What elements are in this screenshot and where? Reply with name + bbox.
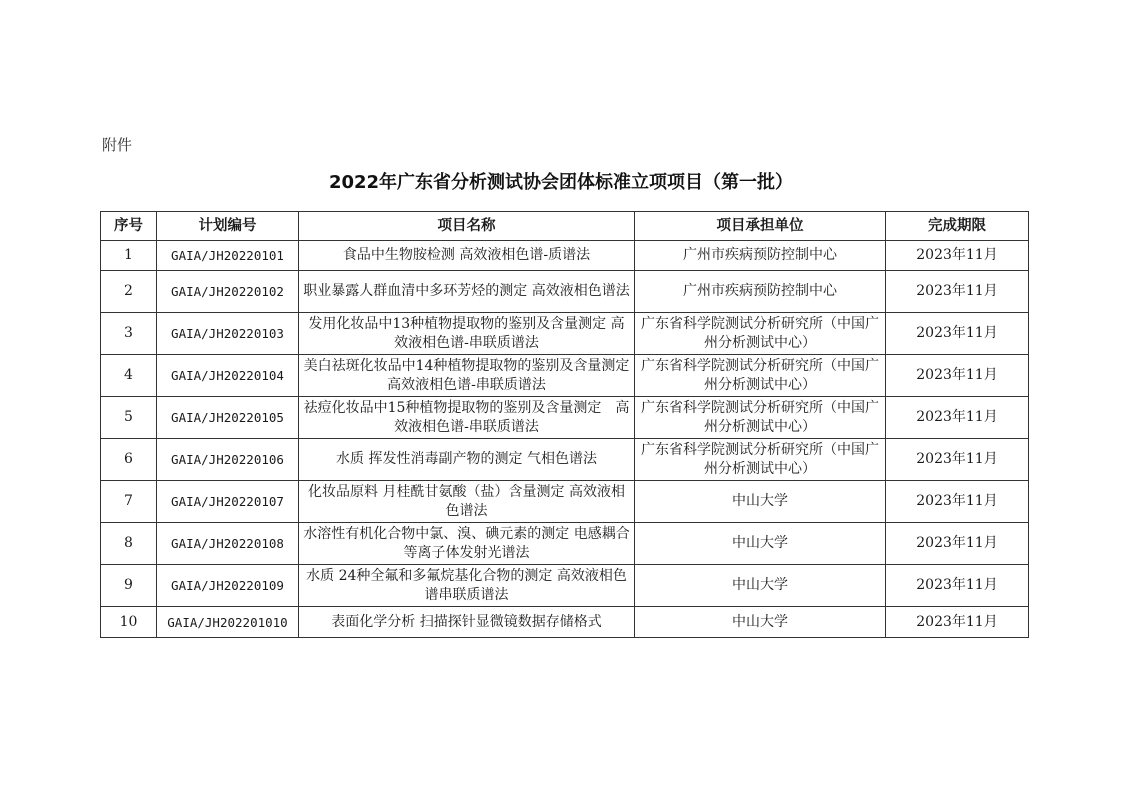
project-table bbox=[100, 211, 1029, 638]
cell-responsible-unit: 广东省科学院测试分析研究所（中国广州分析测试中心） bbox=[635, 313, 886, 355]
header-plan-code: 计划编号 bbox=[157, 212, 299, 241]
cell-project-name: 祛痘化妆品中15种植物提取物的鉴别及含量测定 高效液相色谱-串联质谱法 bbox=[299, 397, 635, 439]
cell-deadline: 2023年11月 bbox=[886, 355, 1029, 397]
cell-seq: 4 bbox=[101, 355, 157, 397]
cell-deadline: 2023年11月 bbox=[886, 523, 1029, 565]
table-row bbox=[101, 607, 1029, 638]
cell-responsible-unit: 广州市疾病预防控制中心 bbox=[635, 241, 886, 271]
cell-deadline: 2023年11月 bbox=[886, 565, 1029, 607]
cell-plan-code: GAIA/JH20220103 bbox=[157, 313, 299, 355]
table-row bbox=[101, 271, 1029, 313]
cell-seq: 6 bbox=[101, 439, 157, 481]
cell-seq: 10 bbox=[101, 607, 157, 638]
header-project-name: 项目名称 bbox=[299, 212, 635, 241]
cell-responsible-unit: 广东省科学院测试分析研究所（中国广州分析测试中心） bbox=[635, 439, 886, 481]
cell-seq: 8 bbox=[101, 523, 157, 565]
cell-responsible-unit: 广东省科学院测试分析研究所（中国广州分析测试中心） bbox=[635, 355, 886, 397]
cell-seq: 1 bbox=[101, 241, 157, 271]
cell-deadline: 2023年11月 bbox=[886, 271, 1029, 313]
cell-deadline: 2023年11月 bbox=[886, 397, 1029, 439]
table-row bbox=[101, 565, 1029, 607]
cell-project-name: 发用化妆品中13种植物提取物的鉴别及含量测定 高效液相色谱-串联质谱法 bbox=[299, 313, 635, 355]
cell-responsible-unit: 中山大学 bbox=[635, 607, 886, 638]
cell-plan-code: GAIA/JH20220102 bbox=[157, 271, 299, 313]
cell-seq: 2 bbox=[101, 271, 157, 313]
cell-deadline: 2023年11月 bbox=[886, 241, 1029, 271]
cell-seq: 5 bbox=[101, 397, 157, 439]
cell-plan-code: GAIA/JH20220108 bbox=[157, 523, 299, 565]
cell-project-name: 水质 24种全氟和多氟烷基化合物的测定 高效液相色谱串联质谱法 bbox=[299, 565, 635, 607]
cell-seq: 7 bbox=[101, 481, 157, 523]
cell-project-name: 美白祛斑化妆品中14种植物提取物的鉴别及含量测定 高效液相色谱-串联质谱法 bbox=[299, 355, 635, 397]
cell-responsible-unit: 广东省科学院测试分析研究所（中国广州分析测试中心） bbox=[635, 397, 886, 439]
cell-project-name: 水质 挥发性消毒副产物的测定 气相色谱法 bbox=[299, 439, 635, 481]
cell-plan-code: GAIA/JH20220106 bbox=[157, 439, 299, 481]
attachment-label: 附件 bbox=[102, 136, 133, 154]
cell-deadline: 2023年11月 bbox=[886, 313, 1029, 355]
table-row bbox=[101, 523, 1029, 565]
header-responsible-unit: 项目承担单位 bbox=[635, 212, 886, 241]
cell-project-name: 水溶性有机化合物中氯、溴、碘元素的测定 电感耦合等离子体发射光谱法 bbox=[299, 523, 635, 565]
cell-seq: 3 bbox=[101, 313, 157, 355]
cell-plan-code: GAIA/JH20220105 bbox=[157, 397, 299, 439]
cell-deadline: 2023年11月 bbox=[886, 607, 1029, 638]
cell-plan-code: GAIA/JH20220107 bbox=[157, 481, 299, 523]
header-seq: 序号 bbox=[101, 212, 157, 241]
cell-plan-code: GAIA/JH20220109 bbox=[157, 565, 299, 607]
page-title: 2022年广东省分析测试协会团体标准立项项目（第一批） bbox=[328, 172, 794, 193]
table-row bbox=[101, 241, 1029, 271]
table-row bbox=[101, 439, 1029, 481]
cell-plan-code: GAIA/JH20220101 bbox=[157, 241, 299, 271]
cell-plan-code: GAIA/JH20220104 bbox=[157, 355, 299, 397]
table-header-row bbox=[101, 212, 1029, 241]
header-deadline: 完成期限 bbox=[886, 212, 1029, 241]
cell-deadline: 2023年11月 bbox=[886, 439, 1029, 481]
table-row bbox=[101, 355, 1029, 397]
cell-project-name: 化妆品原料 月桂酰甘氨酸（盐）含量测定 高效液相色谱法 bbox=[299, 481, 635, 523]
table-row bbox=[101, 397, 1029, 439]
table-row bbox=[101, 481, 1029, 523]
cell-project-name: 职业暴露人群血清中多环芳烃的测定 高效液相色谱法 bbox=[299, 271, 635, 313]
cell-responsible-unit: 中山大学 bbox=[635, 481, 886, 523]
cell-project-name: 表面化学分析 扫描探针显微镜数据存储格式 bbox=[299, 607, 635, 638]
cell-responsible-unit: 广州市疾病预防控制中心 bbox=[635, 271, 886, 313]
cell-project-name: 食品中生物胺检测 高效液相色谱-质谱法 bbox=[299, 241, 635, 271]
cell-responsible-unit: 中山大学 bbox=[635, 565, 886, 607]
cell-deadline: 2023年11月 bbox=[886, 481, 1029, 523]
cell-responsible-unit: 中山大学 bbox=[635, 523, 886, 565]
table-row bbox=[101, 313, 1029, 355]
cell-seq: 9 bbox=[101, 565, 157, 607]
cell-plan-code: GAIA/JH202201010 bbox=[157, 607, 299, 638]
